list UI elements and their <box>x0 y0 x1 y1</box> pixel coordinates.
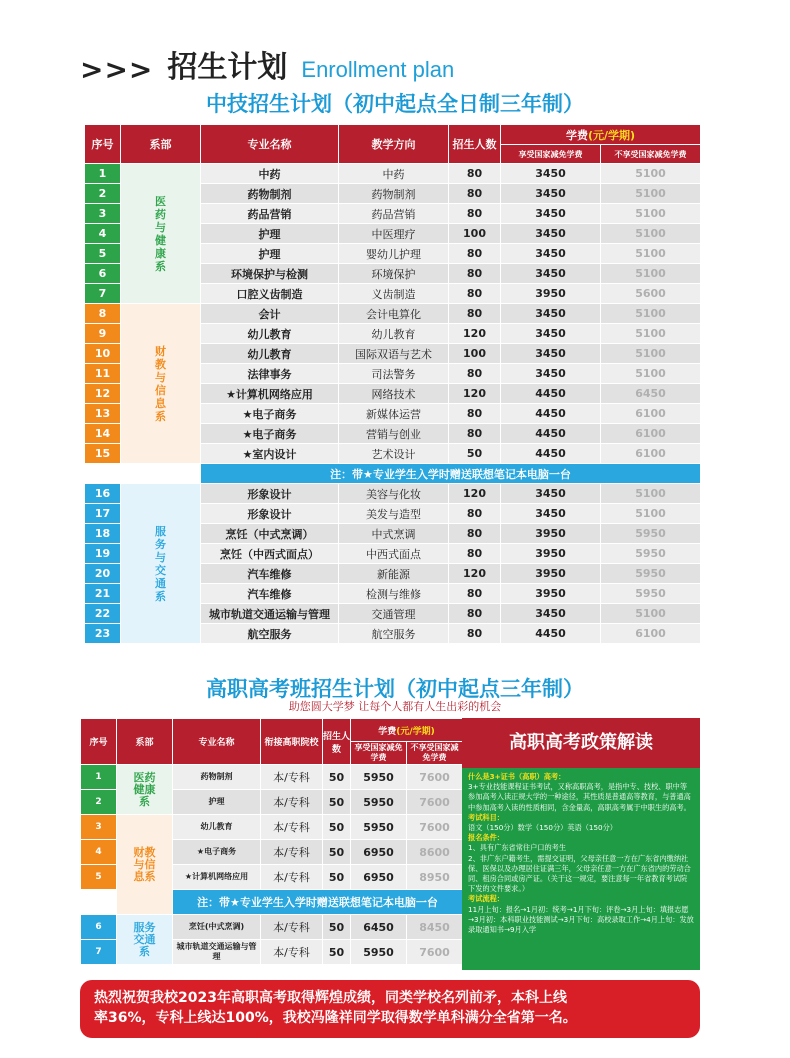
policy-panel <box>462 718 700 970</box>
page-title: 招生计划 <box>167 50 288 85</box>
major-cell: 烹饪（中式烹调） <box>201 524 339 544</box>
policy-title: 高职高考政策解读 <box>462 718 700 768</box>
count-cell: 120 <box>449 324 501 344</box>
fee-sub-cell: 4450 <box>501 444 601 464</box>
fee-sub-cell: 4450 <box>501 384 601 404</box>
major-cell: 药品营销 <box>201 204 339 224</box>
school-cell: 本/专科 <box>261 840 323 865</box>
direction-cell: 艺术设计 <box>339 444 449 464</box>
th-fee-unit: (元/学期) <box>587 128 636 142</box>
row-number: 4 <box>85 224 121 244</box>
fee-sub-cell: 6950 <box>351 840 407 865</box>
fee-nosub-cell: 5100 <box>601 164 701 184</box>
fee-nosub-cell: 5100 <box>601 504 701 524</box>
major-cell: 汽车维修 <box>201 564 339 584</box>
row-number: 19 <box>85 544 121 564</box>
fee-sub-cell: 3450 <box>501 484 601 504</box>
row-number: 13 <box>85 404 121 424</box>
direction-cell: 环境保护 <box>339 264 449 284</box>
fee-nosub-cell: 8600 <box>407 840 463 865</box>
table2-subtitle: 助您圆大学梦 让每个人都有人生出彩的机会 <box>288 700 502 713</box>
th-fee-sub: 享受国家减免学费 <box>501 145 601 164</box>
major-cell: 会计 <box>201 304 339 324</box>
fee-sub-cell: 5950 <box>351 765 407 790</box>
fee-sub-cell: 3950 <box>501 564 601 584</box>
table-row <box>85 164 701 184</box>
table-row <box>81 815 463 840</box>
row-number: 18 <box>85 524 121 544</box>
school-cell: 本/专科 <box>261 815 323 840</box>
banner-line1: 热烈祝贺我校2023年高职高考取得辉煌成绩，同类学校名列前矛，本科上线 <box>94 990 567 1006</box>
th2-fee-nosub: 不享受国家减免学费 <box>407 742 463 765</box>
fee-nosub-cell: 5950 <box>601 564 701 584</box>
major-cell: 汽车维修 <box>201 584 339 604</box>
count-cell: 80 <box>449 304 501 324</box>
th2-no: 序号 <box>81 719 117 765</box>
major-cell: 幼儿教育 <box>173 815 261 840</box>
row-number: 10 <box>85 344 121 364</box>
row-number: 15 <box>85 444 121 464</box>
th2-count: 招生人数 <box>323 719 351 765</box>
direction-cell: 网络技术 <box>339 384 449 404</box>
row-number: 5 <box>85 244 121 264</box>
fee-nosub-cell: 5100 <box>601 484 701 504</box>
row-number: 23 <box>85 624 121 644</box>
th2-fee-sub: 享受国家减免学费 <box>351 742 407 765</box>
table-row <box>81 765 463 790</box>
count-cell: 50 <box>323 940 351 965</box>
fee-sub-cell: 6450 <box>351 915 407 940</box>
fee-nosub-cell: 5100 <box>601 604 701 624</box>
fee-sub-cell: 4450 <box>501 624 601 644</box>
congrats-banner <box>80 980 700 1038</box>
row-number: 9 <box>85 324 121 344</box>
major-cell: ★计算机网络应用 <box>201 384 339 404</box>
policy-a4: 11月上旬：报名→1月初：统考→1月下旬：评卷→3月上旬：填报志愿→3月初：本科职业技能测试→3月下旬：高校录取工作→4月上旬：发放录取通知书→9月入学 <box>468 904 694 935</box>
major-cell: 法律事务 <box>201 364 339 384</box>
dept-label: 医药与健康系 <box>155 194 166 273</box>
count-cell: 80 <box>449 604 501 624</box>
fee-nosub-cell: 8950 <box>407 865 463 890</box>
table1 <box>84 124 701 644</box>
school-cell: 本/专科 <box>261 790 323 815</box>
fee-nosub-cell: 6100 <box>601 624 701 644</box>
count-cell: 80 <box>449 624 501 644</box>
major-cell: ★室内设计 <box>201 444 339 464</box>
major-cell: 环境保护与检测 <box>201 264 339 284</box>
fee-sub-cell: 3450 <box>501 604 601 624</box>
fee-sub-cell: 3450 <box>501 224 601 244</box>
direction-cell: 义齿制造 <box>339 284 449 304</box>
row-number: 1 <box>81 765 117 790</box>
fee-nosub-cell: 5100 <box>601 244 701 264</box>
direction-cell: 美容与化妆 <box>339 484 449 504</box>
fee-sub-cell: 3450 <box>501 264 601 284</box>
row-number: 3 <box>81 815 117 840</box>
direction-cell: 航空服务 <box>339 624 449 644</box>
th2-fee <box>351 719 463 742</box>
arrows-icon: >>> <box>80 53 154 86</box>
row-number: 3 <box>85 204 121 224</box>
dept-cell <box>117 765 173 815</box>
dept-cell <box>121 164 201 304</box>
row-number: 2 <box>85 184 121 204</box>
fee-sub-cell: 6950 <box>351 865 407 890</box>
count-cell: 80 <box>449 264 501 284</box>
note-text: 注：带★专业学生入学时赠送联想笔记本电脑一台 <box>201 464 701 484</box>
fee-nosub-cell: 5100 <box>601 344 701 364</box>
row-number: 21 <box>85 584 121 604</box>
th-major: 专业名称 <box>201 125 339 164</box>
school-cell: 本/专科 <box>261 940 323 965</box>
dept-label: 服务交通系 <box>133 920 156 958</box>
fee-sub-cell: 3450 <box>501 304 601 324</box>
count-cell: 80 <box>449 284 501 304</box>
row-number: 2 <box>81 790 117 815</box>
fee-nosub-cell: 8450 <box>407 915 463 940</box>
policy-q1: 什么是3+证书（高职）高考： <box>468 772 566 781</box>
count-cell: 50 <box>323 865 351 890</box>
count-cell: 80 <box>449 184 501 204</box>
count-cell: 80 <box>449 544 501 564</box>
fee-nosub-cell: 5100 <box>601 264 701 284</box>
banner-line2: 率36%，专科上线达100%，我校冯隆祥同学取得数学单科满分全省第一名。 <box>94 1010 577 1026</box>
school-cell: 本/专科 <box>261 765 323 790</box>
row-number: 17 <box>85 504 121 524</box>
fee-nosub-cell: 7600 <box>407 790 463 815</box>
fee-nosub-cell: 6450 <box>601 384 701 404</box>
major-cell: 幼儿教育 <box>201 324 339 344</box>
dept-cell <box>121 304 201 464</box>
th-fee-label: 学费 <box>565 128 588 142</box>
direction-cell: 幼儿教育 <box>339 324 449 344</box>
count-cell: 50 <box>323 840 351 865</box>
fee-nosub-cell: 5100 <box>601 324 701 344</box>
fee-sub-cell: 3950 <box>501 584 601 604</box>
direction-cell: 司法警务 <box>339 364 449 384</box>
fee-nosub-cell: 5950 <box>601 524 701 544</box>
direction-cell: 会计电算化 <box>339 304 449 324</box>
fee-sub-cell: 3450 <box>501 344 601 364</box>
fee-nosub-cell: 5950 <box>601 544 701 564</box>
policy-body <box>462 768 700 970</box>
fee-nosub-cell: 6100 <box>601 444 701 464</box>
row-number: 11 <box>85 364 121 384</box>
fee-sub-cell: 3450 <box>501 504 601 524</box>
table-row <box>85 304 701 324</box>
policy-a3b: 2、非广东户籍考生，需提交证明，父母亲任意一方在广东省内缴纳社保、医保以及办理居住证满三年，父母亲任意一方在广东省内的劳动合同、租房合同或房产证。（关于这一规定，要注意每一年省教育考试院下发的文件要求。） <box>468 853 691 894</box>
row-number: 5 <box>81 865 117 890</box>
fee-sub-cell: 3950 <box>501 284 601 304</box>
major-cell: ★电子商务 <box>201 424 339 444</box>
count-cell: 80 <box>449 164 501 184</box>
major-cell: ★电子商务 <box>173 840 261 865</box>
count-cell: 100 <box>449 224 501 244</box>
th-fee-nosub: 不享受国家减免学费 <box>601 145 701 164</box>
note-row <box>85 464 701 484</box>
row-number: 14 <box>85 424 121 444</box>
row-number: 16 <box>85 484 121 504</box>
direction-cell: 交通管理 <box>339 604 449 624</box>
count-cell: 80 <box>449 504 501 524</box>
row-number: 20 <box>85 564 121 584</box>
count-cell: 80 <box>449 524 501 544</box>
fee-nosub-cell: 6100 <box>601 424 701 444</box>
school-cell: 本/专科 <box>261 915 323 940</box>
count-cell: 80 <box>449 244 501 264</box>
th-count: 招生人数 <box>449 125 501 164</box>
table1-title: 中技招生计划（初中起点全日制三年制） <box>206 92 584 116</box>
dept-label: 财教与信息系 <box>133 845 156 883</box>
dept-cell <box>117 915 173 965</box>
major-cell: 航空服务 <box>201 624 339 644</box>
count-cell: 120 <box>449 384 501 404</box>
fee-nosub-cell: 5100 <box>601 184 701 204</box>
row-number: 8 <box>85 304 121 324</box>
fee-sub-cell: 3450 <box>501 244 601 264</box>
major-cell: 幼儿教育 <box>201 344 339 364</box>
major-cell: ★计算机网络应用 <box>173 865 261 890</box>
fee-nosub-cell: 5100 <box>601 204 701 224</box>
direction-cell: 中医理疗 <box>339 224 449 244</box>
fee-sub-cell: 5950 <box>351 815 407 840</box>
direction-cell: 国际双语与艺术 <box>339 344 449 364</box>
major-cell: 城市轨道交通运输与管理 <box>173 940 261 965</box>
note-text: 注：带★专业学生入学时赠送联想笔记本电脑一台 <box>173 890 463 915</box>
dept-cell <box>121 484 201 644</box>
policy-q3: 报名条件： <box>468 833 504 843</box>
fee-sub-cell: 4450 <box>501 404 601 424</box>
fee-nosub-cell: 5100 <box>601 224 701 244</box>
fee-sub-cell: 5950 <box>351 940 407 965</box>
direction-cell: 美发与造型 <box>339 504 449 524</box>
count-cell: 50 <box>323 815 351 840</box>
major-cell: 中药 <box>201 164 339 184</box>
note-pad <box>81 890 117 915</box>
th-dept: 系部 <box>121 125 201 164</box>
major-cell: 护理 <box>201 244 339 264</box>
row-number: 7 <box>81 940 117 965</box>
direction-cell: 营销与创业 <box>339 424 449 444</box>
th2-school: 衔接高职院校 <box>261 719 323 765</box>
major-cell: 形象设计 <box>201 484 339 504</box>
direction-cell: 药品营销 <box>339 204 449 224</box>
row-number: 6 <box>85 264 121 284</box>
count-cell: 120 <box>449 564 501 584</box>
count-cell: 50 <box>323 790 351 815</box>
major-cell: 烹饪（中西式面点） <box>201 544 339 564</box>
page-header <box>80 42 454 86</box>
fee-nosub-cell: 7600 <box>407 815 463 840</box>
direction-cell: 中式烹调 <box>339 524 449 544</box>
table-row <box>81 915 463 940</box>
fee-sub-cell: 5950 <box>351 790 407 815</box>
row-number: 12 <box>85 384 121 404</box>
dept-label: 服务与交通系 <box>155 524 166 603</box>
th2-fee-label: 学费 <box>378 726 397 737</box>
th2-dept: 系部 <box>117 719 173 765</box>
count-cell: 80 <box>449 204 501 224</box>
policy-q2: 考试科目： <box>468 812 504 822</box>
th2-major: 专业名称 <box>173 719 261 765</box>
fee-sub-cell: 3950 <box>501 524 601 544</box>
major-cell: 城市轨道交通运输与管理 <box>201 604 339 624</box>
th2-fee-unit: (元/学期) <box>396 726 435 737</box>
policy-a1: 3+专业技能课程证书考试，又称高职高考，是指中专、技校、职中等参加高考入读正规大学的一种途径，其性质是普通高等教育，与普通高中参加高考入读的性质相同，含金量高，高职高考属于中职生的高考。 <box>468 782 691 812</box>
fee-sub-cell: 3450 <box>501 184 601 204</box>
major-cell: 烹饪(中式烹调) <box>173 915 261 940</box>
page-title-en: Enrollment plan <box>301 57 455 82</box>
row-number: 4 <box>81 840 117 865</box>
fee-sub-cell: 3450 <box>501 324 601 344</box>
count-cell: 80 <box>449 584 501 604</box>
th-direction: 教学方向 <box>339 125 449 164</box>
table2 <box>80 718 463 965</box>
major-cell: 护理 <box>201 224 339 244</box>
policy-q4: 考试流程： <box>468 894 504 904</box>
fee-nosub-cell: 7600 <box>407 940 463 965</box>
direction-cell: 药物制剂 <box>339 184 449 204</box>
count-cell: 80 <box>449 424 501 444</box>
table2-title: 高职高考班招生计划（初中起点三年制） <box>206 677 584 701</box>
th-no: 序号 <box>85 125 121 164</box>
table-row <box>85 484 701 504</box>
policy-a3a: 1、具有广东省常住户口的考生 <box>468 843 567 853</box>
row-number: 22 <box>85 604 121 624</box>
major-cell: 护理 <box>173 790 261 815</box>
row-number: 1 <box>85 164 121 184</box>
fee-sub-cell: 4450 <box>501 424 601 444</box>
count-cell: 50 <box>323 765 351 790</box>
fee-sub-cell: 3450 <box>501 364 601 384</box>
fee-sub-cell: 3950 <box>501 544 601 564</box>
direction-cell: 婴幼儿护理 <box>339 244 449 264</box>
direction-cell: 中药 <box>339 164 449 184</box>
count-cell: 80 <box>449 404 501 424</box>
fee-sub-cell: 3450 <box>501 164 601 184</box>
row-number: 7 <box>85 284 121 304</box>
note-pad <box>85 464 201 484</box>
fee-nosub-cell: 5100 <box>601 364 701 384</box>
major-cell: 药物制剂 <box>201 184 339 204</box>
count-cell: 120 <box>449 484 501 504</box>
count-cell: 100 <box>449 344 501 364</box>
direction-cell: 检测与维修 <box>339 584 449 604</box>
direction-cell: 中西式面点 <box>339 544 449 564</box>
direction-cell: 新能源 <box>339 564 449 584</box>
major-cell: ★电子商务 <box>201 404 339 424</box>
direction-cell: 新媒体运营 <box>339 404 449 424</box>
fee-sub-cell: 3450 <box>501 204 601 224</box>
count-cell: 80 <box>449 364 501 384</box>
dept-cell <box>117 815 173 915</box>
fee-nosub-cell: 5950 <box>601 584 701 604</box>
school-cell: 本/专科 <box>261 865 323 890</box>
count-cell: 50 <box>323 915 351 940</box>
fee-nosub-cell: 7600 <box>407 765 463 790</box>
fee-nosub-cell: 6100 <box>601 404 701 424</box>
count-cell: 50 <box>449 444 501 464</box>
major-cell: 形象设计 <box>201 504 339 524</box>
row-number: 6 <box>81 915 117 940</box>
fee-nosub-cell: 5100 <box>601 304 701 324</box>
fee-nosub-cell: 5600 <box>601 284 701 304</box>
th-fee <box>501 125 701 145</box>
major-cell: 口腔义齿制造 <box>201 284 339 304</box>
dept-label: 财教与信息系 <box>155 344 166 423</box>
dept-label: 医药健康系 <box>133 770 156 808</box>
policy-a2: 语文（150分）数学（150分）英语（150分） <box>468 823 617 833</box>
major-cell: 药物制剂 <box>173 765 261 790</box>
